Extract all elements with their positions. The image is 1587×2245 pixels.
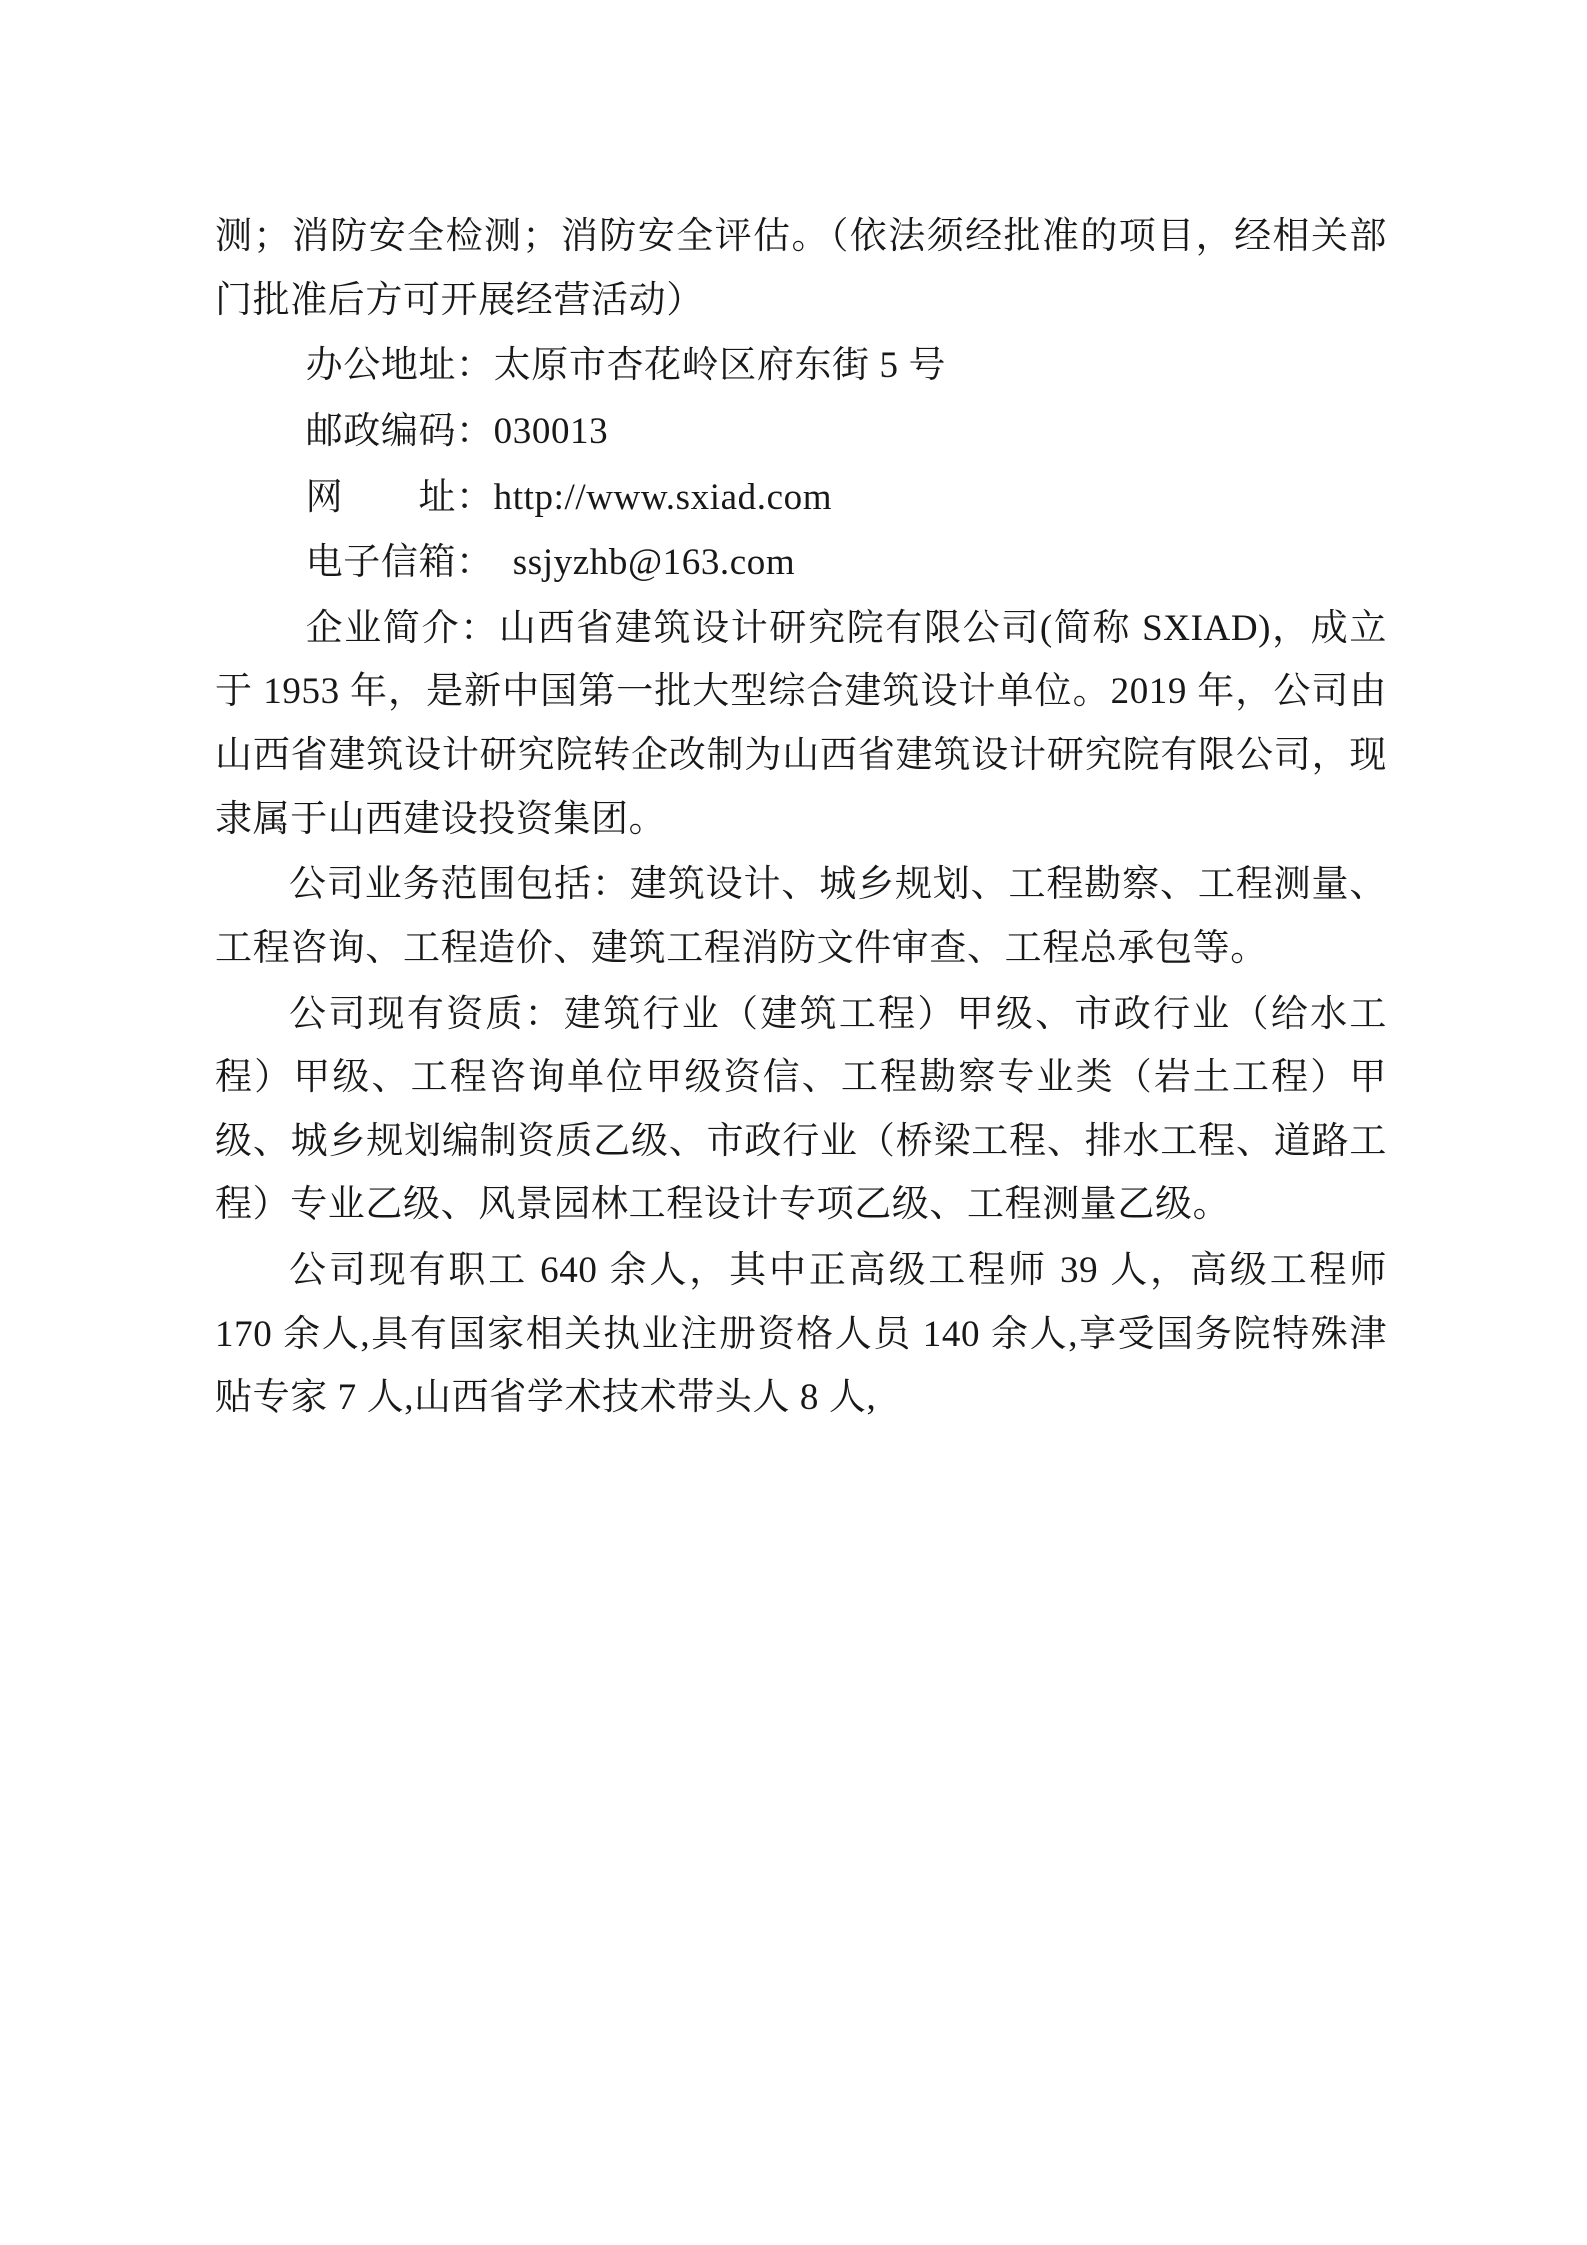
paragraph-qualifications: 公司现有资质：建筑行业（建筑工程）甲级、市政行业（给水工程）甲级、工程咨询单位甲级资信、工程勘察专业类（岩土工程）甲级、城乡规划编制资质乙级、市政行业（桥梁工程、排水工程、道路工程）专业乙级、风景园林工程设计专项乙级、工程测量乙级。	[215, 993, 1387, 1226]
paragraph-email: 电子信箱： ssjyzhb@163.com	[305, 542, 796, 584]
paragraph-postal-code: 邮政编码：030013	[305, 410, 609, 452]
paragraph-business-scope: 公司业务范围包括：建筑设计、城乡规划、工程勘察、工程测量、工程咨询、工程造价、建筑工程消防文件审查、工程总承包等。	[215, 864, 1387, 969]
paragraph-office-address: 办公地址：太原市杏花岭区府东街 5 号	[305, 345, 947, 387]
paragraph-website: 网 址：http://www.sxiad.com	[305, 476, 833, 518]
document-body	[215, 205, 1387, 1430]
paragraph-company-profile: 企业简介：山西省建筑设计研究院有限公司(简称 SXIAD)，成立于 1953 年，是新中国第一批大型综合建筑设计单位。2019 年，公司由山西省建筑设计研究院转企改制为山西省建筑设计研究院有限公司，现隶属于山西建设投资集团。	[215, 607, 1387, 840]
paragraph-staff: 公司现有职工 640 余人，其中正高级工程师 39 人，高级工程师 170 余人,具有国家相关执业注册资格人员 140 余人,享受国务院特殊津贴专家 7 人,山西省学术技术带头人 8 人,	[215, 1250, 1387, 1419]
paragraph-continuation-scope: 测；消防安全检测；消防安全评估。（依法须经批准的项目，经相关部门批准后方可开展经营活动）	[215, 216, 1387, 321]
